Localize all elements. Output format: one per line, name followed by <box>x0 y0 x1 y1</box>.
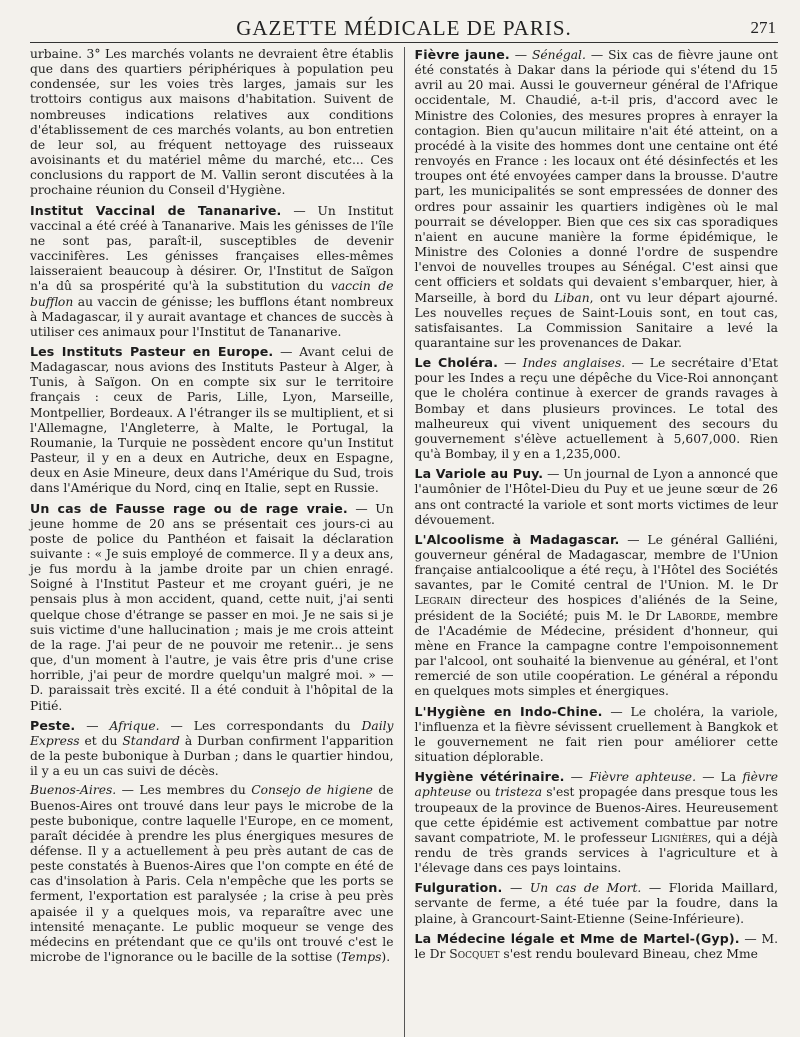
article-heading: Institut Vaccinal de Tananarive. <box>30 202 282 218</box>
page-number: 271 <box>750 18 776 37</box>
article-heading: Le Choléra. <box>414 355 499 371</box>
article-hygiene-veterinaire: Hygiène vétérinaire. — Fièvre aphteuse. — La fièvre aphteuse ou tristeza s'est propagée dans presque tous les troupeaux de la province de Buenos-Aires. Heureusement que cette épidémie est activement combattue par notre savant compatriote, M. le professeur Lignières, qui a déjà rendu de très grands services à l'agriculture et à l'élevage dans ces pays lointains. <box>414 769 779 876</box>
right-column <box>404 47 779 1037</box>
article-heading: Fulguration. <box>414 880 503 896</box>
article-fausse-rage: Un cas de Fausse rage ou de rage vraie. — Un jeune homme de 20 ans se présentait ces jours-ci au poste de police du Panthéon et faisait la déclaration suivante : « Je suis employé de commerce. Il y a deux ans, je fus mordu à la jambe droite par un chien enragé. Soigné à l'Institut Pasteur et me croyant guéri, je ne pensais plus à mon accident, quand, cette nuit, j'ai senti quelque chose d'étrange se passer en moi. Je ne sais si je suis victime d'une hallucination ; mais je me crois atteint de la rage. J'ai peur de ne pouvoir me retenir... je sens que, d'un moment à l'autre, je vais être pris d'une crise horrible, j'ai peur de mordre quelqu'un malgré moi. » — D. paraissait très excité. Il a été conduit à l'hôpital de la Pitié. <box>30 500 394 713</box>
article-heading: Fièvre jaune. <box>414 47 510 62</box>
article-heading: Peste. <box>30 717 76 733</box>
article-columns <box>30 47 778 1037</box>
article-fievre-jaune: Fièvre jaune. — Sénégal. — Six cas de fièvre jaune ont été constatés à Dakar dans la période qui s'étend du 15 avril au 20 mai. Aussi le gouverneur général de l'Afrique occidentale, M. Chaudié, a-t-il pris, d'accord avec le Ministre des Colonies, des mesures propres à enrayer la contagion. Bien qu'aucun militaire n'ait été atteint, on a procédé à la visite des hommes dont une centaine ont été renvoyés en France : les locaux ont été désinfectés et les troupes ont été envoyées camper dans la brousse. D'autre part, les municipalités se sont empressées de donner des ordres pour assainir les quartiers indigènes où le mal pourrait se développer. Bien que ces six cas sporadiques n'aient en aucune manière la forme épidémique, le Ministre des Colonies a donné l'ordre de suspendre l'envoi de nouvelles troupes au Sénégal. C'est ainsi que cent officiers et soldats qui devaient s'embarquer, hier, à Marseille, à bord du Liban, ont vu leur départ ajourné. Les nouvelles reçues de Saint-Louis sont, en tout cas, satisfaisantes. La Commission Sanitaire a levé la quarantaine sur les provenances de Dakar. <box>414 47 779 350</box>
article-heading: Un cas de Fausse rage ou de rage vraie. <box>30 500 348 516</box>
article-heading: La Médecine légale et Mme de Martel-(Gyp). <box>414 930 740 946</box>
article-alcoolisme: L'Alcoolisme à Madagascar. — Le général Galliéni, gouverneur général de Madagascar, membre de l'Union française antialcoolique a été reçu, à l'Hôtel des Sociétés savantes, par le Comité central de l'Union. M. le Dr Legrain directeur des hospices d'aliénés de la Seine, président de la Société; puis M. le Dr Laborde, membre de l'Académie de Médecine, président d'honneur, qui mène en France la campagne contre l'empoisonnement par l'alcool, ont souhaité la bienvenue au général, et l'ont remercié de son utile coopération. Le général a répondu en quelques mots simples et énergiques. <box>414 531 779 699</box>
article-hygiene-indochine: L'Hygiène en Indo-Chine. — Le choléra, la variole, l'influenza et la fièvre sévissent cruellement à Bangkok et le gouvernement ne fait rien pour améliorer cette situation déplorable. <box>414 703 779 765</box>
journal-title: GAZETTE MÉDICALE DE PARIS. <box>236 16 572 40</box>
article-fulguration: Fulguration. — Un cas de Mort. — Florida Maillard, servante de ferme, a été tuée par la foudre, dans la plaine, à Grancourt-Saint-Etienne (Seine-Inférieure). <box>414 880 778 926</box>
article-medecine-legale: La Médecine légale et Mme de Martel-(Gyp). — M. le Dr Socquet s'est rendu boulevard Bineau, chez Mme <box>414 930 778 961</box>
page-header <box>30 8 778 43</box>
article-marches-volants: urbaine. 3° Les marchés volants ne devraient être établis que dans des quartiers périphériques à population peu condensée, sur les voies très larges, jamais sur les trottoirs contigus aux maisons d'habitation. Suivent de nombreuses indications relatives aux conditions d'établissement de ces marchés volants, au bon entretien de leur sol, au fréquent nettoyage des ruisseaux avoisinants et du matériel même du marché, etc... Ces conclusions du rapport de M. Vallin seront discutées à la prochaine réunion du Conseil d'Hygiène. <box>30 47 394 198</box>
article-instituts-pasteur: Les Instituts Pasteur en Europe. — Avant celui de Madagascar, nous avions des Instituts Pasteur à Alger, à Tunis, à Saïgon. On en compte six sur le territoire français : ceux de Paris, Lille, Lyon, Marseille, Montpellier, Bordeaux. A l'étranger ils se multiplient, et si l'Allemagne, l'Angleterre, à Malte, le Portugal, la Roumanie, la Turquie ne possèdent encore qu'un Institut Pasteur, il y en a deux en Autriche, deux en Espagne, deux en Asie Mineure, deux dans l'Amérique du Sud, trois dans l'Amérique du Nord, cinq en Italie, sept en Russie. <box>30 343 394 496</box>
article-heading: L'Alcoolisme à Madagascar. <box>414 531 620 547</box>
article-heading: Les Instituts Pasteur en Europe. <box>30 343 274 359</box>
article-heading: Hygiène vétérinaire. <box>414 769 565 785</box>
article-heading: L'Hygiène en Indo-Chine. <box>414 703 603 719</box>
article-peste: Peste. — Afrique. — Les correspondants du Daily Express et du Standard à Durban confirment l'apparition de la peste bubonique à Durban ; dans le quartier hindou, il y a eu un cas suivi de décès. <box>30 717 394 779</box>
left-column <box>30 47 404 1037</box>
article-variole: La Variole au Puy. — Un journal de Lyon a annoncé que l'aumônier de l'Hôtel-Dieu du Puy et ue jeune sœur de 26 ans ont contracté la variole et sont morts victimes de leur dévouement. <box>414 466 778 527</box>
article-heading: La Variole au Puy. <box>414 466 544 482</box>
article-institut-vaccinal: Institut Vaccinal de Tananarive. — Un Institut vaccinal a été créé à Tananarive. Mais les génisses de l'île ne sont pas, paraît-il, susceptibles de devenir vaccinifères. Les génisses françaises elles-mêmes laisseraient beaucoup à désirer. Or, l'Institut de Saïgon n'a dû sa prospérité qu'à la substitution du vaccin de bufflon au vaccin de génisse; les bufflons étant nombreux à Madagascar, il y aurait avantage et chances de succès à utiliser ces animaux pour l'Institut de Tananarive. <box>30 202 394 339</box>
article-peste-buenos-aires: Buenos-Aires. — Les membres du Consejo de higiene de Buenos-Aires ont trouvé dans leur pays le microbe de la peste bubonique, contre laquelle l'Europe, en ce moment, paraît décidée à prendre les plus énergiques mesures de défense. Il y a actuellement à peu près autant de cas de peste constatés à Buenos-Aires que l'on compte en été de cas d'insolation à Paris. Cela n'empêche que les ports se ferment, l'exportation est paralysée ; la crise à peu près apaisée il y a quelques mois, va reparaître avec une intensité menaçante. Le public moqueur se venge des médecins en prétendant que ce qu'ils ont trouvé c'est le microbe de l'ignorance ou le bacille de la sottise (Temps). <box>30 783 394 965</box>
article-cholera: Le Choléra. — Indes anglaises. — Le secrétaire d'Etat pour les Indes a reçu une dépêche du Vice-Roi annonçant que le choléra continue à exercer de grands ravages à Bombay et dans plusieurs provinces. Le total des malheureux qui vivent uniquement des secours du gouvernement s'élève actuellement à 5,607,000. Rien qu'à Bombay, il y en a 1,235,000. <box>414 355 778 462</box>
